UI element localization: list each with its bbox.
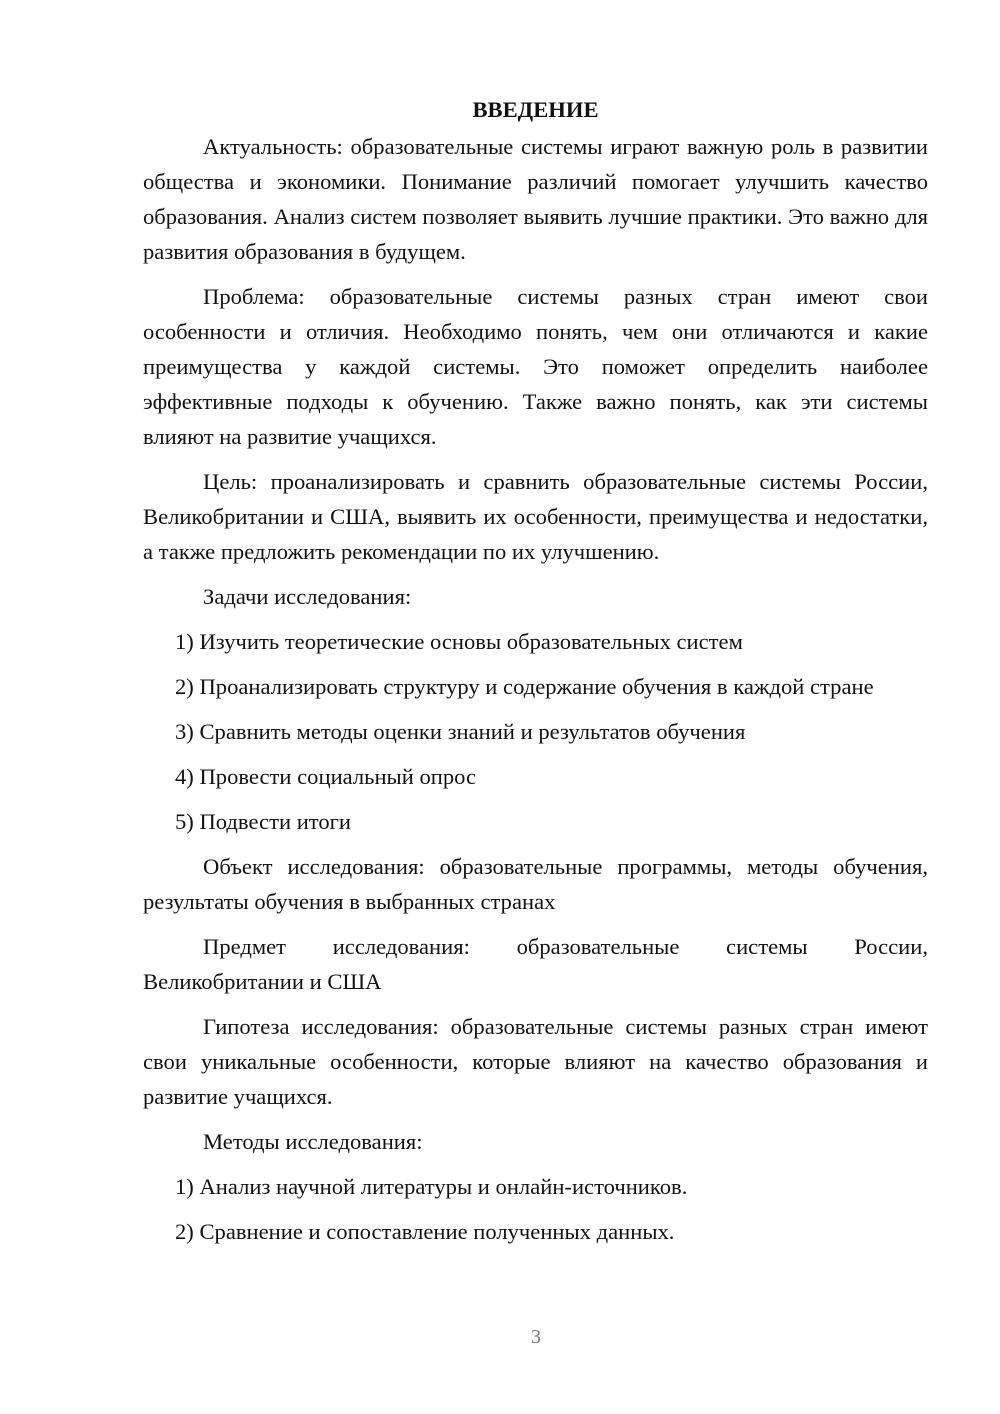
method-item: 2) Сравнение и сопоставление полученных данных. xyxy=(175,1219,675,1244)
page-number: 3 xyxy=(531,1326,541,1348)
problem-paragraph: Проблема: образовательные системы разных стран имеют свои особенности и отличия. Необходимо понять, чем они отличаются и какие преимущества у каждой системы. Это поможет определить наиболее эффективные подходы к обучению. Также важно понять, как эти системы влияют на развитие учащихся. xyxy=(143,284,928,449)
subject-paragraph: Предмет исследования: образовательные системы России, Великобритании и США xyxy=(143,934,928,994)
task-item: 1) Изучить теоретические основы образовательных систем xyxy=(175,629,743,654)
hypothesis-paragraph: Гипотеза исследования: образовательные системы разных стран имеют свои уникальные особенности, которые влияют на качество образования и развитие учащихся. xyxy=(143,1014,928,1109)
methods-label: Методы исследования: xyxy=(203,1129,423,1154)
task-item: 5) Подвести итоги xyxy=(175,809,352,834)
method-item: 1) Анализ научной литературы и онлайн-источников. xyxy=(175,1174,688,1199)
page-content xyxy=(143,92,928,1259)
task-item: 3) Сравнить методы оценки знаний и результатов обучения xyxy=(175,719,746,744)
relevance-paragraph: Актуальность: образовательные системы играют важную роль в развитии общества и экономики. Понимание различий помогает улучшить качество образования. Анализ систем позволяет выявить лучшие практики. Это важно для развития образования в будущем. xyxy=(143,134,928,264)
object-paragraph: Объект исследования: образовательные программы, методы обучения, результаты обучения в выбранных странах xyxy=(143,854,928,914)
goal-paragraph: Цель: проанализировать и сравнить образовательные системы России, Великобритании и США, выявить их особенности, преимущества и недостатки, а также предложить рекомендации по их улучшению. xyxy=(143,469,928,564)
section-heading: ВВЕДЕНИЕ xyxy=(472,97,599,122)
task-item: 4) Провести социальный опрос xyxy=(175,764,477,789)
task-item: 2) Проанализировать структуру и содержание обучения в каждой стране xyxy=(175,674,874,699)
tasks-label: Задачи исследования: xyxy=(203,584,412,609)
